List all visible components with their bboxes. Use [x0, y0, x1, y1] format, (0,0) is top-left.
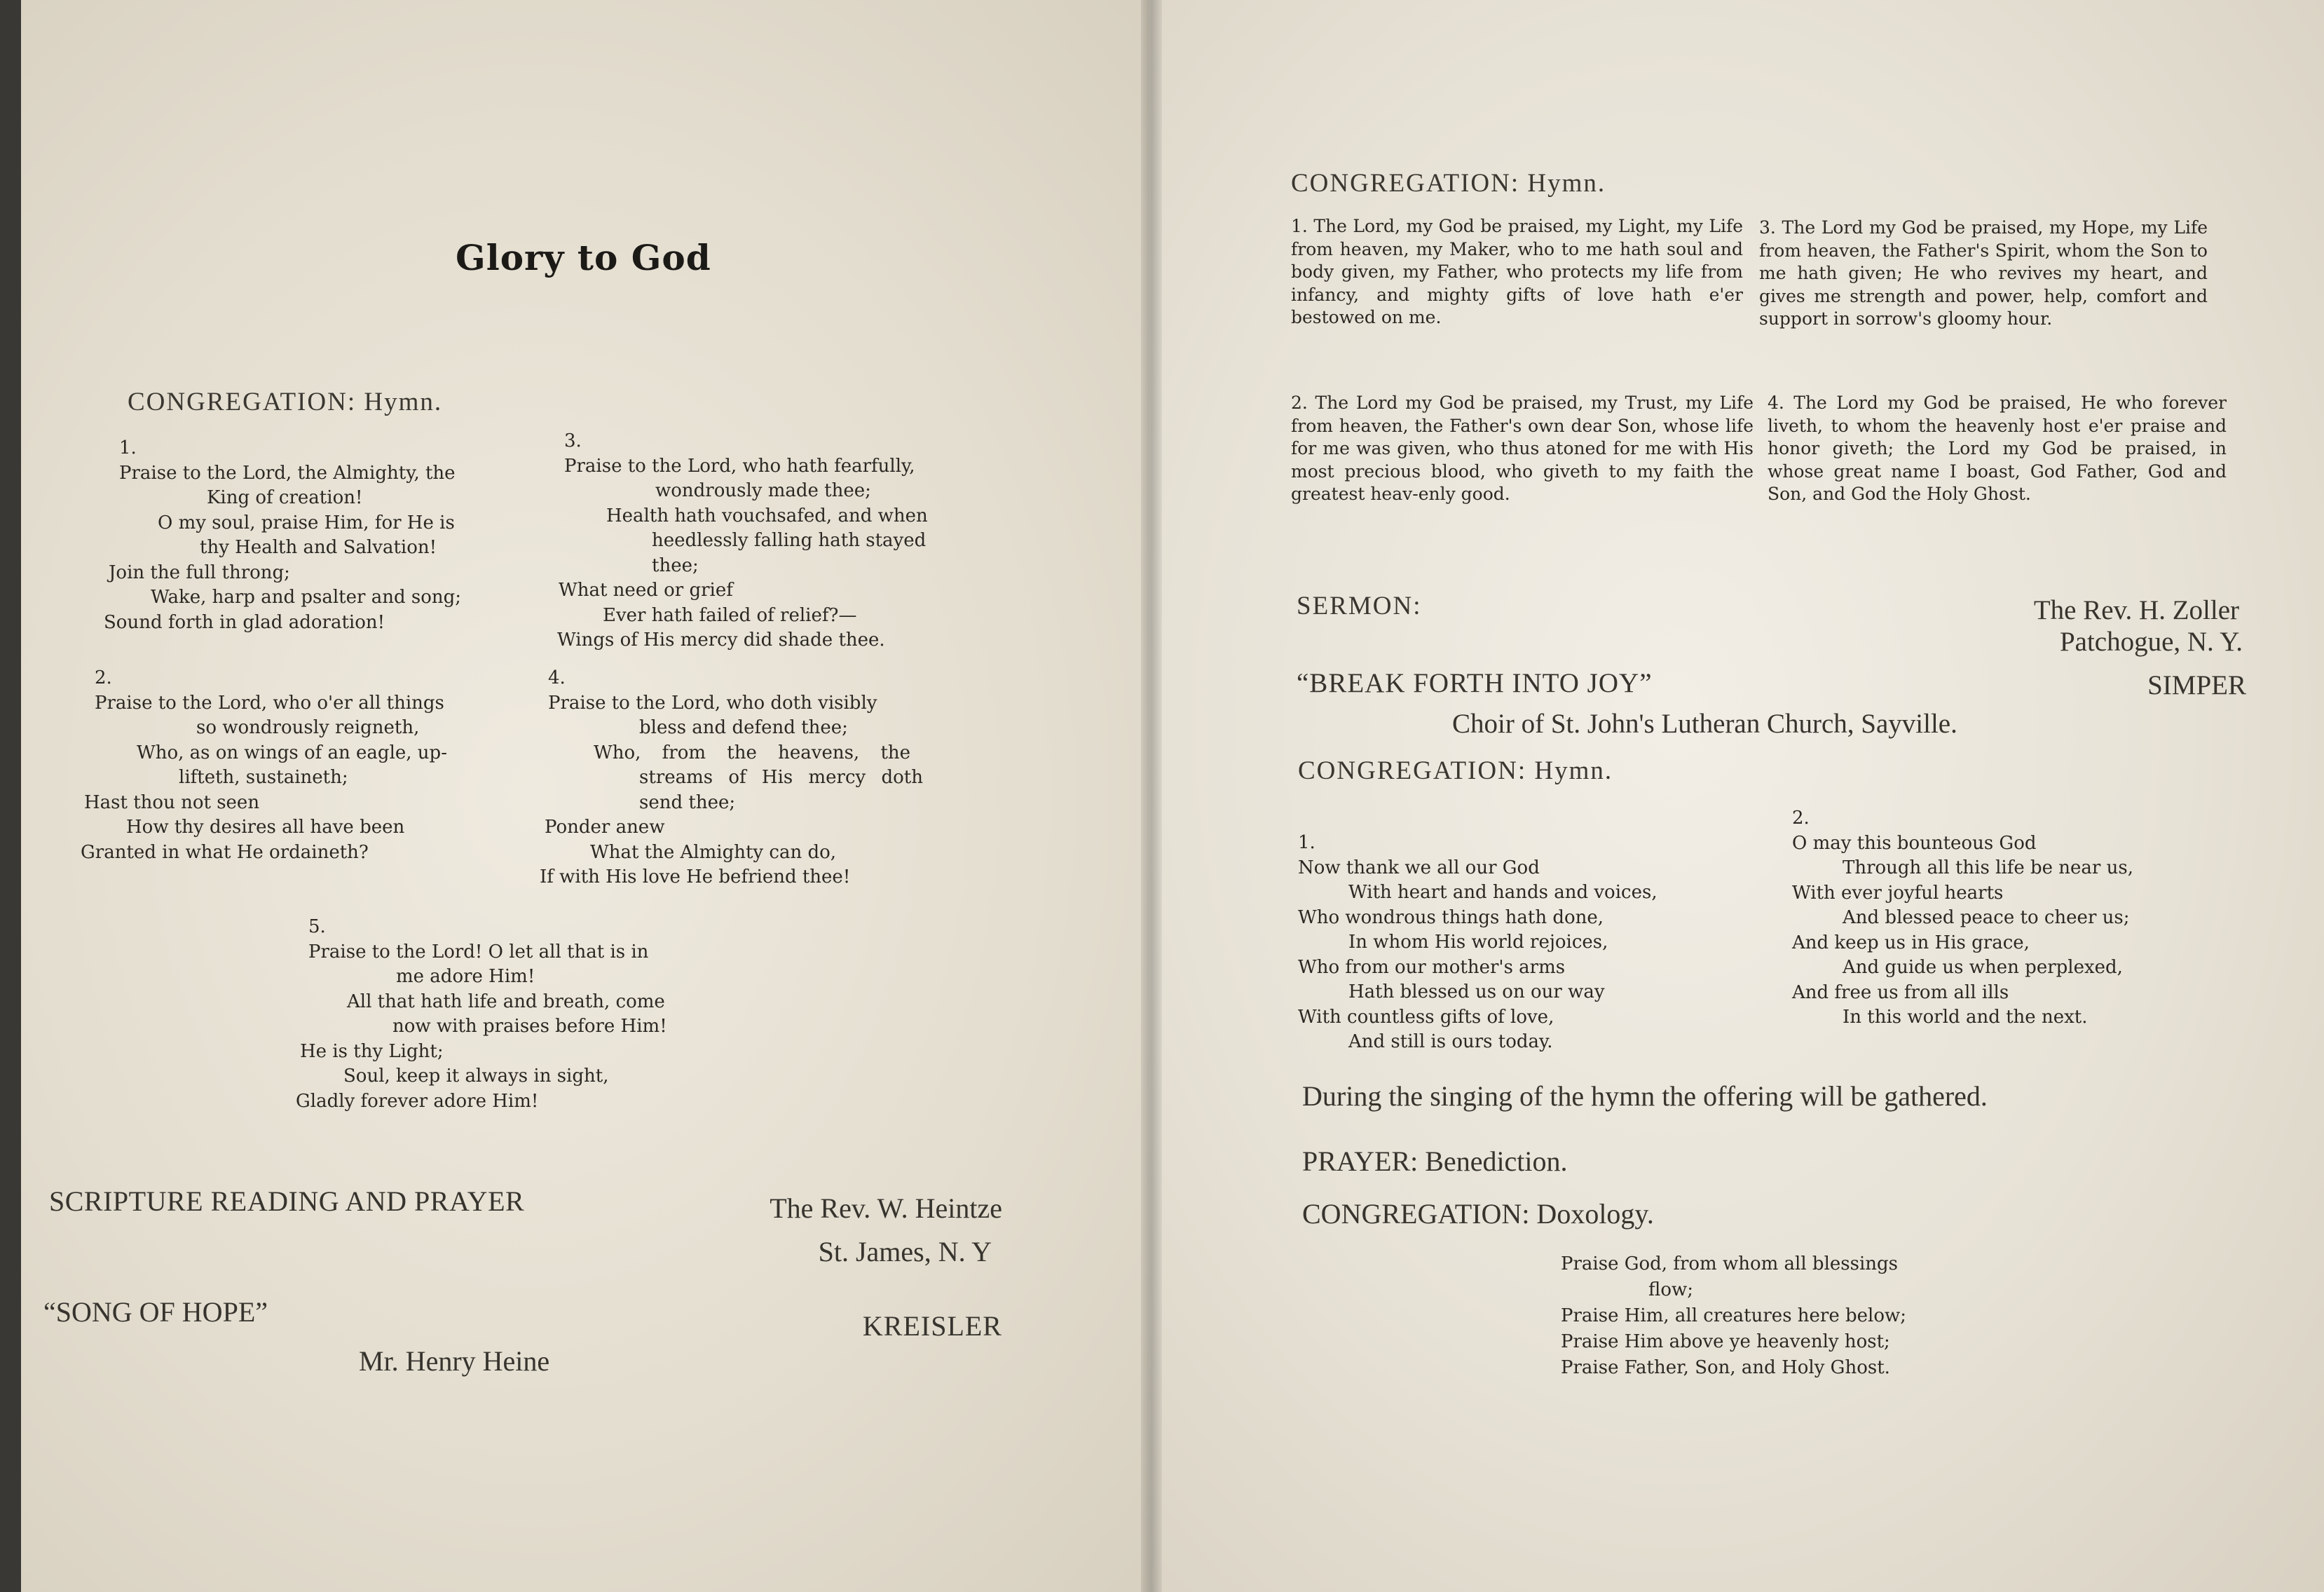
- verse-line: Praise to the Lord, who doth visibly: [548, 692, 877, 714]
- verse-line: With heart and hands and voices,: [1348, 882, 1657, 903]
- song-performer: Mr. Henry Heine: [359, 1345, 550, 1377]
- verse-line: Who from our mother's arms: [1298, 956, 1566, 978]
- hymn2-stanza-1: [1298, 831, 1657, 1055]
- verse-line: Praise Him, all creatures here below;: [1561, 1305, 1907, 1326]
- verse-line: Granted in what He ordaineth?: [81, 841, 369, 863]
- stanza-number: 3.: [564, 430, 582, 451]
- stanza-number: 1.: [1298, 832, 1315, 853]
- stanza-number: 1.: [119, 437, 137, 458]
- verse-line: He is thy Light;: [300, 1040, 444, 1062]
- verse-line: And guide us when perplexed,: [1843, 957, 2123, 978]
- hymn-stanza-3: [557, 429, 928, 653]
- verse-line: Praise to the Lord, who hath fearfully,: [564, 455, 915, 477]
- verse-line: With ever joyful hearts: [1792, 882, 2004, 904]
- sermon-label: SERMON:: [1297, 592, 1422, 620]
- anthem-composer: SIMPER: [2147, 670, 2246, 700]
- hymn-right-stanza-4: 4. The Lord my God be praised, He who forever liveth, to whom the heavenly host e'er praise and honor giveth; the Lord my God be praised, in whose great name I boast, God Father, God and Son, and God the Holy Ghost.: [1768, 393, 2227, 504]
- verse-line: so wondrously reigneth,: [196, 717, 420, 738]
- verse-line: wondrously made thee;: [655, 480, 871, 501]
- verse-line: Gladly forever adore Him!: [296, 1090, 539, 1112]
- hymn-right-stanza-1: 1. The Lord, my God be praised, my Light, my Life from heaven, my Maker, who to me hath soul and body given, my Father, who protects my life from infancy, and mighty gifts of love hath e'er bestowed on me.: [1291, 216, 1743, 327]
- verse-line: Now thank we all our God: [1298, 857, 1540, 878]
- verse-line: Praise God, from whom all blessings: [1561, 1253, 1898, 1274]
- verse-line: How thy desires all have been: [126, 817, 405, 838]
- verse-line: send thee;: [639, 791, 736, 813]
- hymn-stanza-4: [540, 666, 923, 890]
- stanza-number: 5.: [308, 916, 326, 937]
- stanza-number: 2.: [1792, 808, 1810, 829]
- scripture-label: SCRIPTURE READING AND PRAYER: [49, 1185, 525, 1217]
- page-title: Glory to God: [456, 237, 711, 278]
- verse-line: What need or grief: [559, 580, 733, 601]
- verse-line: Praise to the Lord! O let all that is in: [308, 941, 649, 962]
- verse-line: thee;: [652, 555, 699, 576]
- hymn-stanza-5: [296, 915, 667, 1114]
- verse-line: bless and defend thee;: [639, 717, 848, 738]
- verse-line: Sound forth in glad adoration!: [104, 611, 385, 633]
- verse-line: What the Almighty can do,: [590, 841, 837, 863]
- stanza-number: 2.: [95, 667, 112, 688]
- hymn-heading: CONGREGATION: Hymn.: [128, 388, 443, 416]
- prayer-line: PRAYER: Benediction.: [1302, 1145, 1568, 1177]
- offering-note: During the singing of the hymn the offering will be gathered.: [1302, 1080, 1988, 1112]
- anthem-title: “BREAK FORTH INTO JOY”: [1297, 668, 1653, 698]
- verse-line: now with praises before Him!: [392, 1016, 667, 1037]
- hymn2-heading: CONGREGATION: Hymn.: [1298, 756, 1613, 785]
- verse-line: Who, from the heavens, the: [594, 742, 911, 763]
- song-composer: KREISLER: [862, 1310, 1002, 1342]
- verse-line: lifteth, sustaineth;: [179, 767, 348, 788]
- hymn-stanza-2: [81, 666, 447, 865]
- verse-line: Praise Father, Son, and Holy Ghost.: [1561, 1357, 1890, 1378]
- verse-line: And still is ours today.: [1348, 1031, 1553, 1052]
- verse-line: Health hath vouchsafed, and when: [606, 505, 928, 526]
- verse-line: In whom His world rejoices,: [1348, 932, 1608, 953]
- scripture-place: St. James, N. Y: [818, 1236, 992, 1267]
- verse-line: Praise Him above ye heavenly host;: [1561, 1331, 1890, 1352]
- verse-line: thy Health and Salvation!: [200, 537, 437, 558]
- verse-line: O my soul, praise Him, for He is: [158, 512, 455, 533]
- doxology-heading: CONGREGATION: Doxology.: [1302, 1198, 1654, 1230]
- page-fold: [1141, 0, 1162, 1592]
- verse-line: Hath blessed us on our way: [1348, 981, 1605, 1002]
- verse-line: With countless gifts of love,: [1298, 1006, 1554, 1028]
- verse-line: Ponder anew: [545, 817, 665, 838]
- verse-line: Through all this life be near us,: [1843, 857, 2133, 878]
- verse-line: Wake, harp and psalter and song;: [151, 587, 462, 608]
- verse-line: If with His love He befriend thee!: [540, 866, 851, 887]
- verse-line: me adore Him!: [396, 966, 535, 987]
- verse-line: All that hath life and breath, come: [347, 991, 665, 1012]
- verse-line: Praise to the Lord, who o'er all things: [95, 692, 444, 714]
- verse-line: And keep us in His grace,: [1792, 932, 2030, 953]
- stanza-number: 4.: [548, 667, 566, 688]
- verse-line: In this world and the next.: [1843, 1007, 2088, 1028]
- verse-line: And free us from all ills: [1792, 981, 2009, 1003]
- hymn2-stanza-2: [1792, 806, 2133, 1030]
- verse-line: Who wondrous things hath done,: [1298, 906, 1604, 928]
- verse-line: Ever hath failed of relief?—: [603, 604, 857, 626]
- hymn-right-stanza-2: 2. The Lord my God be praised, my Trust, my Life from heaven, the Father's own dear Son, whose life for me was given, who thus atoned for me with His most precious blood, who giveth to my faith the greatest heav-enly good.: [1291, 393, 1754, 504]
- verse-line: streams of His mercy doth: [639, 767, 923, 788]
- hymn-right-stanza-3: 3. The Lord my God be praised, my Hope, my Life from heaven, the Father's Spirit, whom the Son to me hath given; He who revives my heart, and gives me strength and power, help, comfort and support in sorrow's gloomy hour.: [1759, 217, 2208, 329]
- verse-line: Hast thou not seen: [84, 791, 260, 813]
- verse-line: Wings of His mercy did shade thee.: [557, 630, 885, 651]
- verse-line: flow;: [1648, 1279, 1694, 1300]
- sermon-place: Patchogue, N. Y.: [2059, 627, 2243, 657]
- hymn-heading-right: CONGREGATION: Hymn.: [1291, 169, 1606, 198]
- verse-line: Join the full throng;: [109, 562, 290, 583]
- verse-line: heedlessly falling hath stayed: [652, 530, 927, 551]
- verse-line: Who, as on wings of an eagle, up-: [137, 742, 447, 763]
- song-title: “SONG OF HOPE”: [43, 1296, 268, 1328]
- doxology-text: [1561, 1251, 1906, 1381]
- verse-line: King of creation!: [207, 487, 363, 508]
- sermon-minister: The Rev. H. Zoller: [2033, 595, 2239, 625]
- verse-line: And blessed peace to cheer us;: [1843, 907, 2130, 928]
- verse-line: Soul, keep it always in sight,: [343, 1066, 609, 1087]
- verse-line: Praise to the Lord, the Almighty, the: [119, 462, 456, 484]
- anthem-performer: Choir of St. John's Lutheran Church, Sayville.: [1452, 709, 1957, 739]
- scripture-minister: The Rev. W. Heintze: [770, 1192, 1002, 1224]
- hymn-stanza-1: [104, 436, 462, 635]
- verse-line: O may this bounteous God: [1792, 832, 2037, 854]
